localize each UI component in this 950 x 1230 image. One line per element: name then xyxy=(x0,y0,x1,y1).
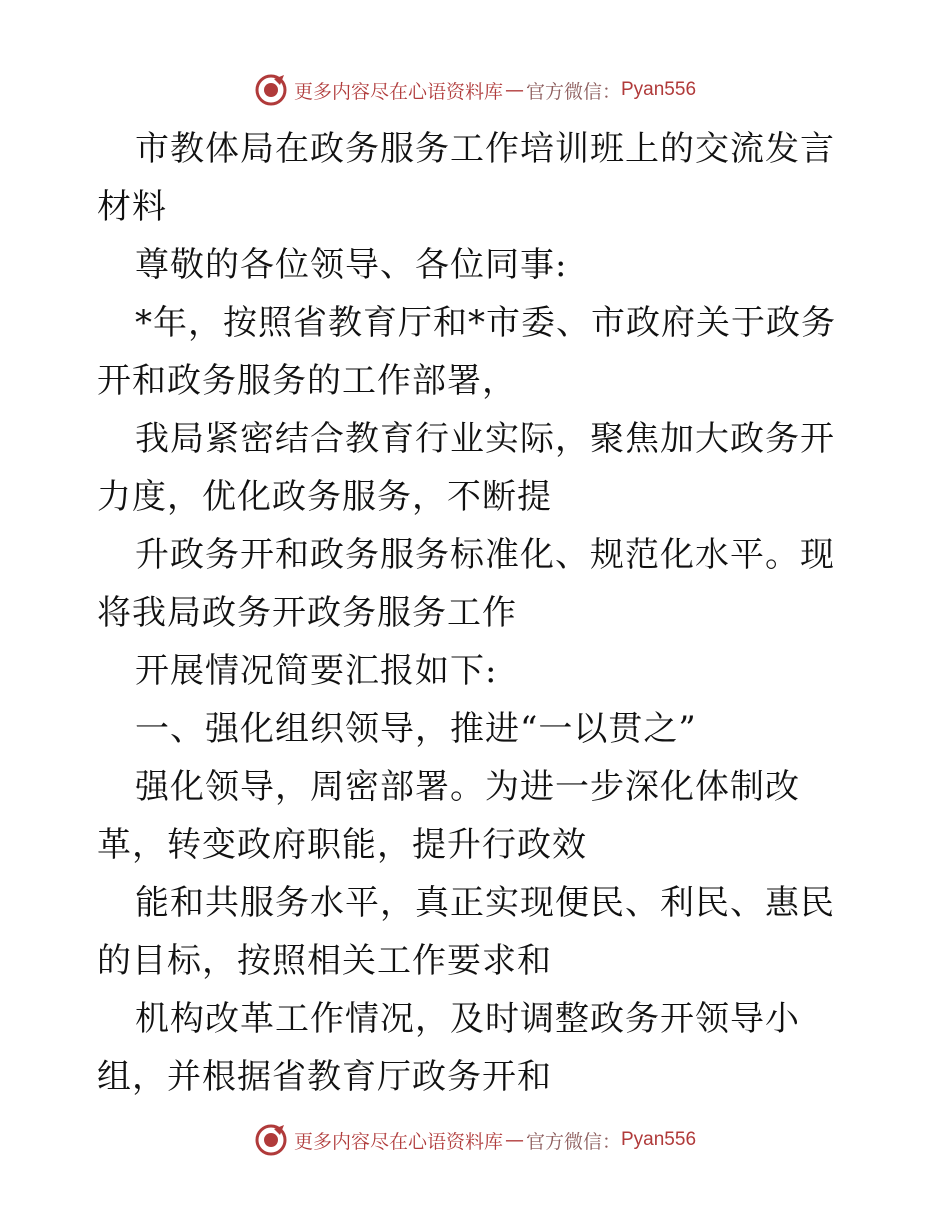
paragraph: *年，按照省教育厅和*市委、市政府关于政务开和政务服务的工作部署， xyxy=(97,303,836,401)
paragraph: 开展情况简要汇报如下: xyxy=(135,651,498,691)
paragraph: 机构改革工作情况，及时调整政务开领导小组，并根据省教育厅政务开和 xyxy=(97,999,800,1097)
document-body xyxy=(97,120,857,1106)
banner-wechat-label: 官方微信： xyxy=(525,1130,621,1153)
document-title: 市教体局在政务服务工作培训班上的交流发言材料 xyxy=(97,129,835,227)
brand-logo-icon xyxy=(254,73,288,107)
salutation: 尊敬的各位领导、各位同事: xyxy=(135,245,568,285)
banner-brand-text: 更多内容尽在心语资料库 xyxy=(293,80,503,103)
banner-account: Pyan556 xyxy=(621,1129,697,1150)
footer-banner xyxy=(0,1120,950,1160)
banner-separator: — xyxy=(504,79,524,101)
section-heading: 一、强化组织领导，推进“一以贯之” xyxy=(135,709,697,749)
paragraph: 我局紧密结合教育行业实际，聚焦加大政务开力度，优化政务服务，不断提 xyxy=(97,419,835,517)
brand-logo-icon xyxy=(254,1123,288,1157)
banner-wechat-label: 官方微信： xyxy=(525,80,621,103)
banner-separator: — xyxy=(504,1129,524,1151)
paragraph: 能和共服务水平，真正实现便民、利民、惠民的目标，按照相关工作要求和 xyxy=(97,883,835,981)
header-banner xyxy=(0,70,950,110)
paragraph: 强化领导，周密部署。为进一步深化体制改革，转变政府职能，提升行政效 xyxy=(97,767,800,865)
paragraph: 升政务开和政务服务标准化、规范化水平。现将我局政务开政务服务工作 xyxy=(97,535,835,633)
banner-brand-text: 更多内容尽在心语资料库 xyxy=(293,1130,503,1153)
banner-account: Pyan556 xyxy=(621,79,697,100)
